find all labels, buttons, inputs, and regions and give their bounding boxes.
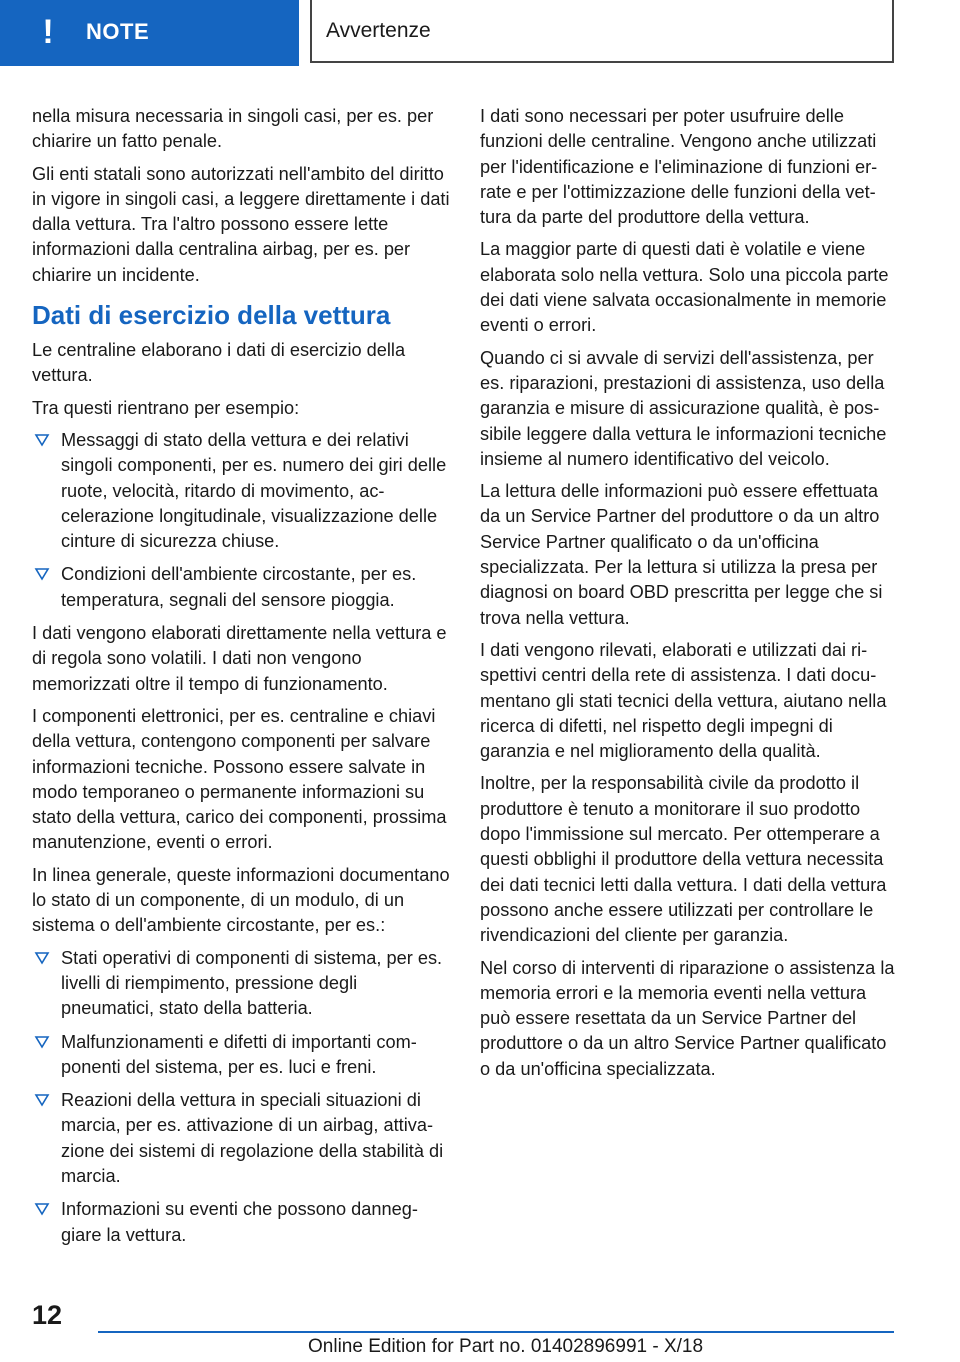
paragraph: Quando ci si avvale di servizi dell'assistenza, per es. riparazioni, prestazioni di assistenza, uso della garanzia e misure di assicurazione qualità, è possibile leggere dalla vettura le informazioni tecniche insieme al numero identificativo del veicolo. [480, 347, 887, 469]
note-label: NOTE [86, 19, 150, 44]
paragraph: Gli enti statali sono autorizzati nell'ambito del diritto in vigore in singoli casi, a leggere direttamente i dati dalla vettura. Tra l'altro possono essere lette informazioni dalla centralina airbag, per es. per chiarire un incidente. [32, 163, 450, 285]
section-tab [310, 0, 894, 63]
paragraph: Le centraline elaborano i dati di esercizio della vettura. [32, 340, 406, 386]
footer-divider [98, 1331, 894, 1333]
list-item-text: Reazioni della vettura in speciali situazioni di marcia, per es. attivazione di un airbag, attivazione dei sistemi di regolazione della stabilità di marcia. [61, 1090, 444, 1186]
edition-footer: Online Edition for Part no. 01402896991 - X/18 [308, 1336, 704, 1357]
paragraph: Inoltre, per la responsabilità civile da prodotto il produttore è tenuto a monitorare il suo prodotto dopo l'immissione sul mercato. Per ottemperare a questi obblighi il produttore della vettura necessita dei dati tecnici letti dalla vettura. I dati della vettura possono anche essere utilizzati per controllare le rivendicazioni del cliente per garanzia. [480, 773, 887, 946]
left-column [32, 104, 450, 1256]
right-column [480, 104, 898, 1089]
list-item [32, 1197, 450, 1248]
note-tab [0, 0, 299, 66]
page-number: 12 [32, 1300, 63, 1330]
list-item-text: Stati operativi di componenti di sistema, per es. livelli di riempimento, pressione degli pneumatici, stato della batteria. [61, 947, 443, 1019]
triangle-bullet-icon [34, 563, 50, 585]
paragraph: La lettura delle informazioni può essere effettuata da un Service Partner del produttore o da un altro Service Partner qualificato o da un'officina specializzata. Per la lettura si utilizza la presa per diagnosi on board OBD prescritta per legge che si trova nella vettura. [480, 481, 883, 628]
list-item [32, 1030, 450, 1081]
paragraph: I dati vengono rilevati, elaborati e utilizzati dai rispettivi centri della rete di assistenza. I dati documentano gli stati tecnici della vettura, aiutano nella ricerca di difetti, nel rispetto degli impegni di garanzia e nel miglioramento della qualità. [480, 639, 887, 762]
list-item [32, 428, 450, 554]
paragraph: La maggior parte di questi dati è volatile e viene elaborata solo nella vettura. Solo una piccola parte dei dati viene salvata occasionalmente in memorie eventi o errori. [480, 239, 889, 336]
paragraph: nella misura necessaria in singoli casi, per es. per chiarire un fatto penale. [32, 106, 434, 152]
triangle-bullet-icon [34, 1089, 50, 1111]
list-item [32, 1088, 450, 1189]
triangle-bullet-icon [34, 429, 50, 451]
section-title: Avvertenze [326, 19, 431, 42]
bullet-list [32, 946, 450, 1248]
section-heading: Dati di esercizio della vettura [32, 300, 391, 331]
bullet-list [32, 428, 450, 613]
paragraph: I dati vengono elaborati direttamente nella vettura e di regola sono volatili. I dati non vengono memorizzati oltre il tempo di funzionamento. [32, 623, 447, 694]
list-item-text: Informazioni su eventi che possono danneggiare la vettura. [61, 1199, 418, 1245]
paragraph: In linea generale, queste informazioni documentano lo stato di un componente, di un modulo, di un sistema o dell'ambiente circostante, per es.: [32, 864, 450, 936]
triangle-bullet-icon [34, 947, 50, 969]
paragraph: I componenti elettronici, per es. centraline e chiavi della vettura, contengono componenti per salvare informazioni tecniche. Possono essere salvate in modo temporaneo o permanente informazioni su stato della vettura, carico dei componenti, prossima manutenzione, eventi o errori. [32, 705, 447, 853]
paragraph: Nel corso di interventi di riparazione o assistenza la memoria errori e la memoria eventi nella vettura può essere resettata da un Service Partner del produttore o da un altro Service Partner qualificato o da un'officina specializzata. [480, 957, 895, 1079]
list-item-text: Malfunzionamenti e difetti di importanti componenti del sistema, per es. luci e freni. [61, 1031, 417, 1077]
triangle-bullet-icon [34, 1198, 50, 1220]
list-item-text: Condizioni dell'ambiente circostante, per es. temperatura, segnali del sensore pioggia. [61, 564, 417, 610]
triangle-bullet-icon [34, 1031, 50, 1053]
list-item-text: Messaggi di stato della vettura e dei relativi singoli componenti, per es. numero dei giri delle ruote, velocità, ritardo di movimento, accelerazione longitudinale, visualizzazione delle cinture di sicurezza chiuse. [61, 429, 447, 552]
exclamation-icon: ! [42, 13, 54, 51]
list-item [32, 946, 450, 1022]
page-header [0, 0, 960, 66]
list-item [32, 562, 450, 613]
paragraph: Tra questi rientrano per esempio: [32, 397, 300, 418]
paragraph: I dati sono necessari per poter usufruire delle funzioni delle centraline. Vengono anche utilizzati per l'identificazione e l'eliminazione di funzioni errate e per l'ottimizzazione delle funzioni della vettura da parte del produttore della vettura. [480, 106, 878, 228]
